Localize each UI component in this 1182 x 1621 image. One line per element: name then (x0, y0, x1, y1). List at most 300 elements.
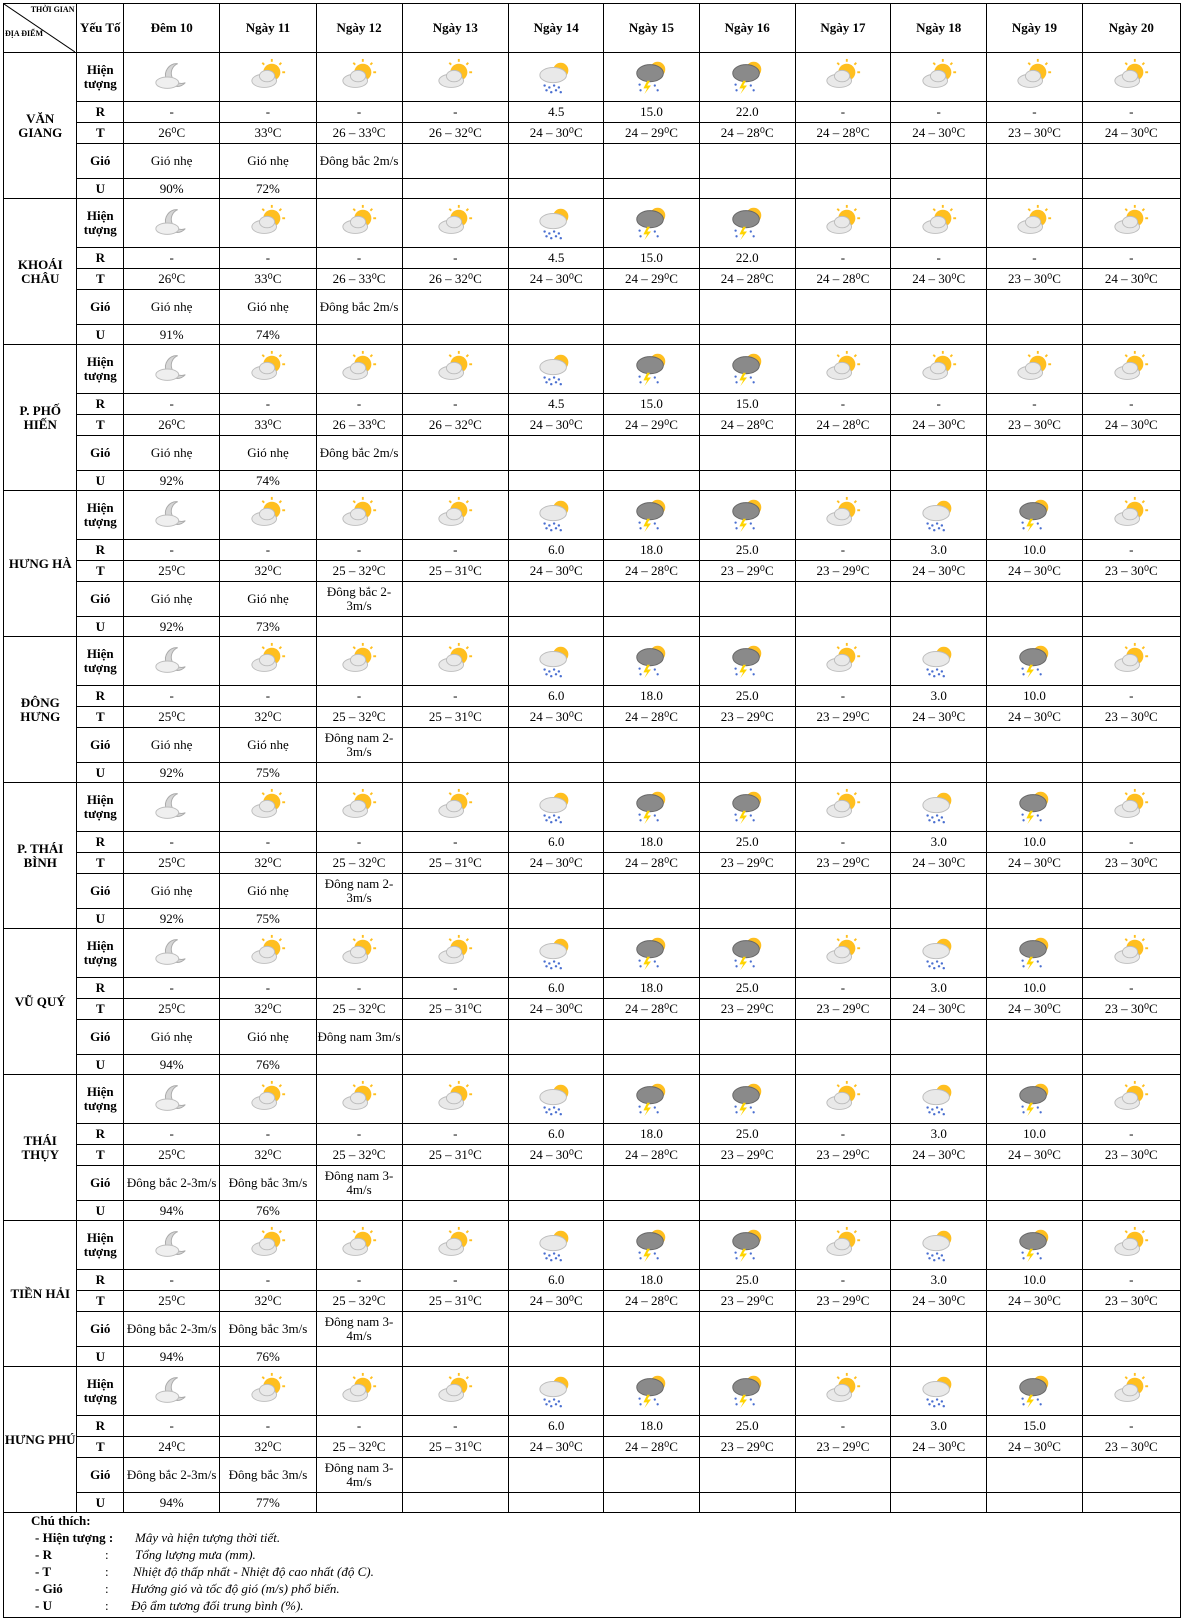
wind-value (699, 1166, 795, 1201)
sun-cloud-icon (340, 1226, 378, 1264)
legend-colon: : (105, 1547, 109, 1562)
temperature-value: 23 – 29⁰C (795, 999, 890, 1020)
weather-cell (604, 1221, 699, 1270)
sun-cloud-icon (1112, 58, 1150, 96)
temperature-value: 25 – 32⁰C (316, 1291, 402, 1312)
humidity-value: 74% (220, 471, 316, 491)
humidity-row (4, 1201, 1181, 1221)
humidity-value (699, 471, 795, 491)
temperature-row (4, 1437, 1181, 1458)
weather-cell (509, 1221, 604, 1270)
rain-value: - (1082, 540, 1180, 561)
wind-value (1082, 1166, 1180, 1201)
weather-cell (987, 783, 1082, 832)
humidity-value (699, 325, 795, 345)
day-header: Ngày 19 (987, 4, 1082, 53)
wind-value (402, 1312, 509, 1347)
weather-cell (509, 1075, 604, 1124)
factor-label: T (77, 561, 124, 582)
moon-cloud-icon (153, 642, 191, 680)
rain-value: - (402, 978, 509, 999)
rain-cloud-icon (920, 1372, 958, 1410)
rain-value: - (795, 978, 890, 999)
weather-cell (699, 637, 795, 686)
rain-value: 22.0 (699, 102, 795, 123)
wind-value (509, 436, 604, 471)
legend-item (35, 1563, 374, 1580)
thunderstorm-icon (632, 788, 670, 826)
humidity-value (891, 617, 987, 637)
weather-cell (402, 1367, 509, 1416)
rain-value: 25.0 (699, 1270, 795, 1291)
weather-cell (795, 199, 890, 248)
rain-value: - (795, 248, 890, 269)
thunderstorm-icon (632, 1080, 670, 1118)
temperature-value: 24 – 30⁰C (1082, 269, 1180, 290)
wind-value (604, 1312, 699, 1347)
sun-cloud-icon (436, 204, 474, 242)
rain-value: 10.0 (987, 832, 1082, 853)
temperature-value: 24 – 30⁰C (509, 1145, 604, 1166)
temperature-value: 25 – 31⁰C (402, 1145, 509, 1166)
humidity-value: 75% (220, 909, 316, 929)
wind-row (4, 728, 1181, 763)
temperature-value: 25⁰C (124, 707, 220, 728)
temperature-value: 24 – 28⁰C (795, 415, 890, 436)
wind-value (1082, 582, 1180, 617)
rain-row (4, 832, 1181, 853)
weather-cell (509, 783, 604, 832)
rain-value: - (1082, 978, 1180, 999)
rain-value: - (891, 248, 987, 269)
weather-cell (316, 929, 402, 978)
weather-cell (124, 491, 220, 540)
wind-row (4, 144, 1181, 179)
wind-value (891, 874, 987, 909)
rain-value: 6.0 (509, 1270, 604, 1291)
wind-value (795, 1020, 890, 1055)
rain-value: - (1082, 1270, 1180, 1291)
weather-cell (402, 1075, 509, 1124)
temperature-value: 26 – 33⁰C (316, 269, 402, 290)
humidity-value (316, 1055, 402, 1075)
temperature-row (4, 269, 1181, 290)
legend-desc: Nhiệt độ thấp nhất - Nhiệt độ cao nhất (độ C). (133, 1564, 374, 1579)
temperature-value: 24 – 28⁰C (604, 1437, 699, 1458)
humidity-value: 76% (220, 1055, 316, 1075)
temperature-value: 24 – 30⁰C (509, 853, 604, 874)
wind-value (891, 436, 987, 471)
thunderstorm-icon (1015, 934, 1053, 972)
weather-cell (604, 1367, 699, 1416)
temperature-row (4, 999, 1181, 1020)
rain-value: 25.0 (699, 832, 795, 853)
station-name: VŨ QUÝ (4, 929, 77, 1075)
rain-cloud-icon (537, 204, 575, 242)
weather-cell (124, 1367, 220, 1416)
weather-cell (987, 345, 1082, 394)
wind-value (987, 582, 1082, 617)
wind-value (987, 1166, 1082, 1201)
phenomenon-row (4, 1367, 1181, 1416)
humidity-value (987, 909, 1082, 929)
sun-cloud-icon (436, 58, 474, 96)
factor-label: R (77, 540, 124, 561)
humidity-value (1082, 1347, 1180, 1367)
wind-row (4, 1312, 1181, 1347)
rain-cloud-icon (537, 1226, 575, 1264)
rain-value: 3.0 (891, 686, 987, 707)
wind-value (891, 728, 987, 763)
factor-label: T (77, 1145, 124, 1166)
rain-row (4, 102, 1181, 123)
wind-value: Đông bắc 2m/s (316, 144, 402, 179)
rain-cloud-icon (920, 934, 958, 972)
rain-value: - (1082, 1416, 1180, 1437)
humidity-row (4, 1347, 1181, 1367)
weather-cell (220, 783, 316, 832)
humidity-value (604, 325, 699, 345)
sun-cloud-icon (1112, 496, 1150, 534)
wind-value (891, 1312, 987, 1347)
humidity-row (4, 617, 1181, 637)
temperature-value: 23 – 30⁰C (987, 123, 1082, 144)
wind-value (509, 144, 604, 179)
sun-cloud-icon (340, 496, 378, 534)
rain-row (4, 248, 1181, 269)
sun-cloud-icon (249, 496, 287, 534)
sun-cloud-icon (340, 204, 378, 242)
moon-cloud-icon (153, 204, 191, 242)
weather-cell (795, 1075, 890, 1124)
humidity-value (509, 471, 604, 491)
weather-cell (316, 345, 402, 394)
weather-cell (891, 783, 987, 832)
weather-cell (699, 345, 795, 394)
wind-value (891, 582, 987, 617)
humidity-value (891, 471, 987, 491)
weather-cell (891, 345, 987, 394)
legend-key: - Gió (35, 1581, 63, 1596)
rain-value: - (124, 394, 220, 415)
humidity-value (316, 617, 402, 637)
factor-label: T (77, 123, 124, 144)
rain-value: - (124, 1270, 220, 1291)
rain-value: - (316, 1124, 402, 1145)
sun-cloud-icon (249, 350, 287, 388)
temperature-row (4, 123, 1181, 144)
factor-label: Hiện tượng (77, 783, 124, 832)
legend-desc: Tổng lượng mưa (mm). (135, 1547, 256, 1562)
day-header: Đêm 10 (124, 4, 220, 53)
weather-cell (124, 929, 220, 978)
humidity-value (699, 1347, 795, 1367)
weather-cell (795, 1221, 890, 1270)
weather-cell (316, 637, 402, 686)
temperature-value: 25⁰C (124, 999, 220, 1020)
phenomenon-row (4, 53, 1181, 102)
moon-cloud-icon (153, 788, 191, 826)
wind-value (402, 1020, 509, 1055)
temperature-value: 23 – 29⁰C (795, 1145, 890, 1166)
temperature-value: 26⁰C (124, 269, 220, 290)
wind-value (509, 290, 604, 325)
legend-key: - Hiện tượng : (35, 1530, 114, 1545)
rain-value: - (316, 1270, 402, 1291)
phenomenon-row (4, 1221, 1181, 1270)
day-header: Ngày 16 (699, 4, 795, 53)
wind-value (987, 874, 1082, 909)
weather-cell (891, 199, 987, 248)
temperature-value: 23 – 29⁰C (795, 1291, 890, 1312)
factor-label: R (77, 1124, 124, 1145)
temperature-value: 24 – 28⁰C (795, 269, 890, 290)
humidity-value (1082, 1055, 1180, 1075)
rain-cloud-icon (920, 642, 958, 680)
weather-cell (220, 199, 316, 248)
rain-value: - (220, 1270, 316, 1291)
legend-item (35, 1580, 340, 1597)
factor-label: R (77, 394, 124, 415)
humidity-value: 73% (220, 617, 316, 637)
temperature-row (4, 1291, 1181, 1312)
wind-value (795, 144, 890, 179)
temperature-value: 24 – 30⁰C (509, 561, 604, 582)
sun-cloud-icon (1112, 642, 1150, 680)
temperature-value: 23 – 29⁰C (795, 1437, 890, 1458)
rain-value: 4.5 (509, 394, 604, 415)
rain-value: 3.0 (891, 1124, 987, 1145)
sun-cloud-icon (249, 204, 287, 242)
wind-value (402, 1166, 509, 1201)
temperature-row (4, 707, 1181, 728)
humidity-value (402, 471, 509, 491)
factor-label: R (77, 686, 124, 707)
sun-cloud-icon (920, 58, 958, 96)
legend-colon: : (105, 1581, 109, 1596)
wind-value (402, 582, 509, 617)
rain-value: 6.0 (509, 540, 604, 561)
factor-label: R (77, 248, 124, 269)
wind-value (509, 728, 604, 763)
sun-cloud-icon (436, 1226, 474, 1264)
station-name: HƯNG HÀ (4, 491, 77, 637)
wind-value: Đông nam 2-3m/s (316, 728, 402, 763)
humidity-value (795, 1201, 890, 1221)
temperature-value: 23 – 29⁰C (699, 999, 795, 1020)
humidity-value (604, 179, 699, 199)
temperature-value: 25 – 32⁰C (316, 1145, 402, 1166)
humidity-value (987, 617, 1082, 637)
weather-cell (316, 53, 402, 102)
day-header: Ngày 17 (795, 4, 890, 53)
factor-label: Hiện tượng (77, 1221, 124, 1270)
temperature-value: 33⁰C (220, 269, 316, 290)
temperature-value: 32⁰C (220, 1291, 316, 1312)
wind-value (604, 144, 699, 179)
rain-value: - (1082, 248, 1180, 269)
factor-label: T (77, 415, 124, 436)
thunderstorm-icon (728, 1372, 766, 1410)
humidity-row (4, 1055, 1181, 1075)
legend-item (35, 1597, 304, 1614)
rain-value: - (402, 248, 509, 269)
temperature-value: 24 – 30⁰C (987, 1437, 1082, 1458)
thunderstorm-icon (632, 1372, 670, 1410)
wind-value: Đông nam 3m/s (316, 1020, 402, 1055)
sun-cloud-icon (1112, 1226, 1150, 1264)
rain-value: - (220, 1124, 316, 1145)
weather-cell (402, 491, 509, 540)
weather-cell (987, 1367, 1082, 1416)
humidity-value (316, 1347, 402, 1367)
rain-value: - (220, 540, 316, 561)
weather-cell (891, 491, 987, 540)
factor-label: U (77, 471, 124, 491)
sun-cloud-icon (436, 350, 474, 388)
temperature-value: 24 – 30⁰C (987, 1145, 1082, 1166)
thunderstorm-icon (728, 1226, 766, 1264)
wind-value (402, 728, 509, 763)
wind-value (1082, 144, 1180, 179)
wind-value (891, 1166, 987, 1201)
weather-cell (699, 491, 795, 540)
sun-cloud-icon (1112, 788, 1150, 826)
weather-cell (402, 345, 509, 394)
wind-value: Gió nhẹ (124, 436, 220, 471)
factor-label: U (77, 1055, 124, 1075)
rain-value: - (402, 102, 509, 123)
temperature-value: 25⁰C (124, 1145, 220, 1166)
wind-value (604, 1166, 699, 1201)
rain-value: - (220, 102, 316, 123)
legend-key: - R (35, 1547, 52, 1562)
wind-value: Đông bắc 3m/s (220, 1166, 316, 1201)
day-header: Ngày 11 (220, 4, 316, 53)
sun-cloud-icon (824, 1080, 862, 1118)
thunderstorm-icon (632, 350, 670, 388)
thunderstorm-icon (632, 1226, 670, 1264)
phenomenon-row (4, 783, 1181, 832)
factor-label: T (77, 853, 124, 874)
weather-cell (604, 1075, 699, 1124)
weather-cell (1082, 53, 1180, 102)
factor-label: U (77, 617, 124, 637)
factor-label: U (77, 1493, 124, 1513)
wind-row (4, 582, 1181, 617)
corner-time-label: THỜI GIAN (30, 5, 75, 14)
weather-cell (1082, 1221, 1180, 1270)
humidity-value (316, 325, 402, 345)
factor-label: T (77, 269, 124, 290)
temperature-value: 24 – 30⁰C (987, 999, 1082, 1020)
rain-value: - (795, 686, 890, 707)
temperature-value: 25 – 31⁰C (402, 999, 509, 1020)
rain-value: - (316, 540, 402, 561)
temperature-value: 24 – 28⁰C (699, 269, 795, 290)
legend-desc: Hướng gió và tốc độ gió (m/s) phổ biến. (131, 1581, 340, 1596)
weather-cell (220, 345, 316, 394)
wind-value (509, 582, 604, 617)
factor-label: R (77, 832, 124, 853)
rain-value: 25.0 (699, 1416, 795, 1437)
temperature-value: 24 – 30⁰C (509, 707, 604, 728)
temperature-value: 24 – 28⁰C (795, 123, 890, 144)
temperature-row (4, 853, 1181, 874)
temperature-value: 23 – 29⁰C (699, 853, 795, 874)
rain-value: - (402, 1124, 509, 1145)
humidity-value (699, 763, 795, 783)
wind-value: Đông nam 2-3m/s (316, 874, 402, 909)
sun-cloud-icon (436, 642, 474, 680)
sun-cloud-icon (249, 642, 287, 680)
sun-cloud-icon (1015, 204, 1053, 242)
temperature-value: 23 – 30⁰C (1082, 853, 1180, 874)
wind-value (987, 1312, 1082, 1347)
wind-value (795, 874, 890, 909)
temperature-value: 24 – 30⁰C (987, 1291, 1082, 1312)
temperature-value: 23 – 30⁰C (1082, 1145, 1180, 1166)
rain-value: - (795, 540, 890, 561)
wind-row (4, 874, 1181, 909)
weather-cell (509, 929, 604, 978)
wind-value (795, 728, 890, 763)
thunderstorm-icon (728, 788, 766, 826)
rain-value: - (124, 832, 220, 853)
weather-cell (699, 1075, 795, 1124)
wind-value (604, 874, 699, 909)
station-name: HƯNG PHÚ (4, 1367, 77, 1513)
temperature-value: 25 – 31⁰C (402, 853, 509, 874)
legend-title: Chú thích: (31, 1513, 91, 1528)
humidity-row (4, 325, 1181, 345)
rain-value: 15.0 (699, 394, 795, 415)
rain-value: 25.0 (699, 540, 795, 561)
humidity-value: 90% (124, 179, 220, 199)
rain-value: 15.0 (987, 1416, 1082, 1437)
thunderstorm-icon (632, 934, 670, 972)
wind-value (604, 436, 699, 471)
humidity-value: 92% (124, 471, 220, 491)
wind-value (795, 582, 890, 617)
rain-value: 3.0 (891, 1270, 987, 1291)
sun-cloud-icon (249, 58, 287, 96)
humidity-value (1082, 763, 1180, 783)
humidity-value (402, 617, 509, 637)
rain-value: 18.0 (604, 1270, 699, 1291)
wind-value (604, 1458, 699, 1493)
temperature-value: 24 – 30⁰C (1082, 123, 1180, 144)
rain-value: - (220, 1416, 316, 1437)
weather-cell (1082, 491, 1180, 540)
temperature-value: 23 – 29⁰C (795, 853, 890, 874)
factor-label: Gió (77, 290, 124, 325)
rain-value: - (795, 1270, 890, 1291)
factor-label: Gió (77, 874, 124, 909)
temperature-value: 24 – 30⁰C (891, 999, 987, 1020)
rain-cloud-icon (537, 934, 575, 972)
sun-cloud-icon (824, 58, 862, 96)
temperature-value: 23 – 30⁰C (1082, 1291, 1180, 1312)
wind-value (699, 728, 795, 763)
humidity-value (795, 909, 890, 929)
humidity-value (1082, 1201, 1180, 1221)
factor-label: U (77, 763, 124, 783)
rain-value: 3.0 (891, 832, 987, 853)
rain-value: - (220, 248, 316, 269)
wind-value (699, 1020, 795, 1055)
rain-cloud-icon (537, 642, 575, 680)
